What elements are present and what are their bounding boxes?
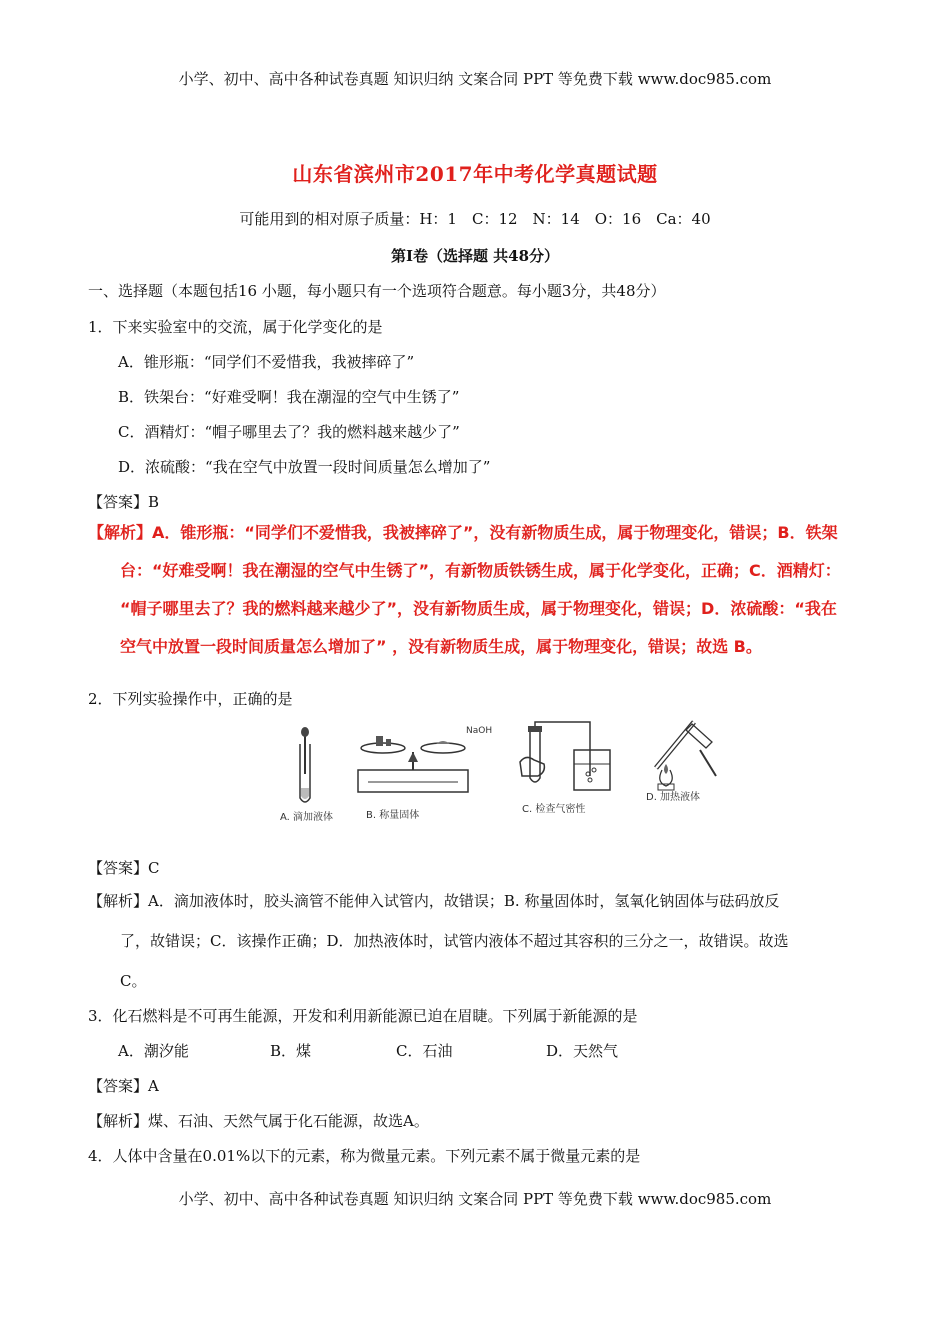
q3-analysis: 【解析】煤、石油、天然气属于化石能源，故选A。	[88, 1112, 429, 1130]
figure-c-airtightness-check	[518, 720, 618, 820]
q1-analysis	[88, 514, 868, 666]
test-tube-dropper-icon	[278, 722, 358, 822]
figure-d-heating-liquid	[636, 712, 736, 812]
q1-stem: 1．下来实验室中的交流，属于化学变化的是	[88, 318, 383, 336]
section-title: 第Ⅰ卷（选择题 共48分）	[390, 247, 560, 265]
q3-option-b: B．煤	[270, 1042, 312, 1060]
q2-analysis	[88, 881, 878, 1001]
airtightness-apparatus-icon	[518, 720, 618, 804]
q3-option-c: C．石油	[396, 1042, 453, 1060]
figure-c-label: C. 检查气密性	[522, 804, 586, 815]
q2-answer: 【答案】C	[88, 859, 160, 877]
q3-stem: 3．化石燃料是不可再生能源，开发和利用新能源已迫在眉睫。下列属于新能源的是	[88, 1007, 638, 1025]
q1-answer: 【答案】B	[88, 493, 160, 511]
q1-analysis-line-3: “帽子哪里去了？我的燃料越来越少了”，没有新物质生成，属于物理变化，错误；D．浓硫酸：“我在	[120, 599, 837, 618]
part-heading: 一、选择题（本题包括16 小题，每小题只有一个选项符合题意。每小题3分，共48分）	[88, 282, 666, 300]
figure-b-weighing-solid	[348, 722, 508, 822]
figure-d-label: D. 加热液体	[646, 792, 701, 803]
q1-analysis-line-2: 台：“好难受啊！我在潮湿的空气中生锈了”，有新物质铁锈生成，属于化学变化，正确；C．酒精灯：	[120, 561, 841, 580]
q1-option-d: D．浓硫酸：“我在空气中放置一段时间质量怎么增加了”	[118, 458, 491, 476]
q3-option-d: D．天然气	[546, 1042, 619, 1060]
page-header: 小学、初中、高中各种试卷真题 知识归纳 文案合同 PPT 等免费下载 www.doc985.com	[178, 70, 772, 88]
q4-stem: 4．人体中含量在0.01%以下的元素，称为微量元素。下列元素不属于微量元素的是	[88, 1147, 641, 1165]
figure-a-label: A. 滴加液体	[280, 812, 334, 823]
q2-stem: 2．下列实验操作中，正确的是	[88, 690, 293, 708]
q2-analysis-line-1: 【解析】A．滴加液体时，胶头滴管不能伸入试管内，故错误；B. 称量固体时，氢氧化钠固体与砝码放反	[88, 892, 780, 910]
naoh-label: NaOH	[466, 726, 493, 736]
q1-option-b: B．铁架台：“好难受啊！我在潮湿的空气中生锈了”	[118, 388, 460, 406]
q3-answer: 【答案】A	[88, 1077, 159, 1095]
figure-b-label: B. 称量固体	[366, 810, 420, 821]
atomic-masses: 可能用到的相对原子质量：H：1 C：12 N：14 O：16 Ca：40	[239, 210, 711, 228]
q2-analysis-line-2: 了，故错误；C．该操作正确；D．加热液体时，试管内液体不超过其容积的三分之一，故错误。故选	[120, 932, 789, 950]
figure-a-dropping-liquid	[278, 722, 358, 822]
heating-test-tube-icon	[636, 712, 736, 792]
q2-analysis-line-3: C。	[120, 972, 147, 990]
q1-analysis-line-4: 空气中放置一段时间质量怎么增加了” ，没有新物质生成，属于物理变化，错误；故选 B。	[120, 637, 762, 656]
q1-option-a: A．锥形瓶：“同学们不爱惜我，我被摔碎了”	[118, 353, 415, 371]
page-footer: 小学、初中、高中各种试卷真题 知识归纳 文案合同 PPT 等免费下载 www.doc985.com	[178, 1190, 772, 1208]
q1-option-c: C．酒精灯：“帽子哪里去了？我的燃料越来越少了”	[118, 423, 460, 441]
q3-option-a: A．潮汐能	[118, 1042, 189, 1060]
q1-analysis-line-1: 【解析】A．锥形瓶：“同学们不爱惜我，我被摔碎了”，没有新物质生成，属于物理变化，错误；B．铁架	[88, 523, 838, 542]
page-title: 山东省滨州市2017年中考化学真题试题	[292, 162, 658, 186]
